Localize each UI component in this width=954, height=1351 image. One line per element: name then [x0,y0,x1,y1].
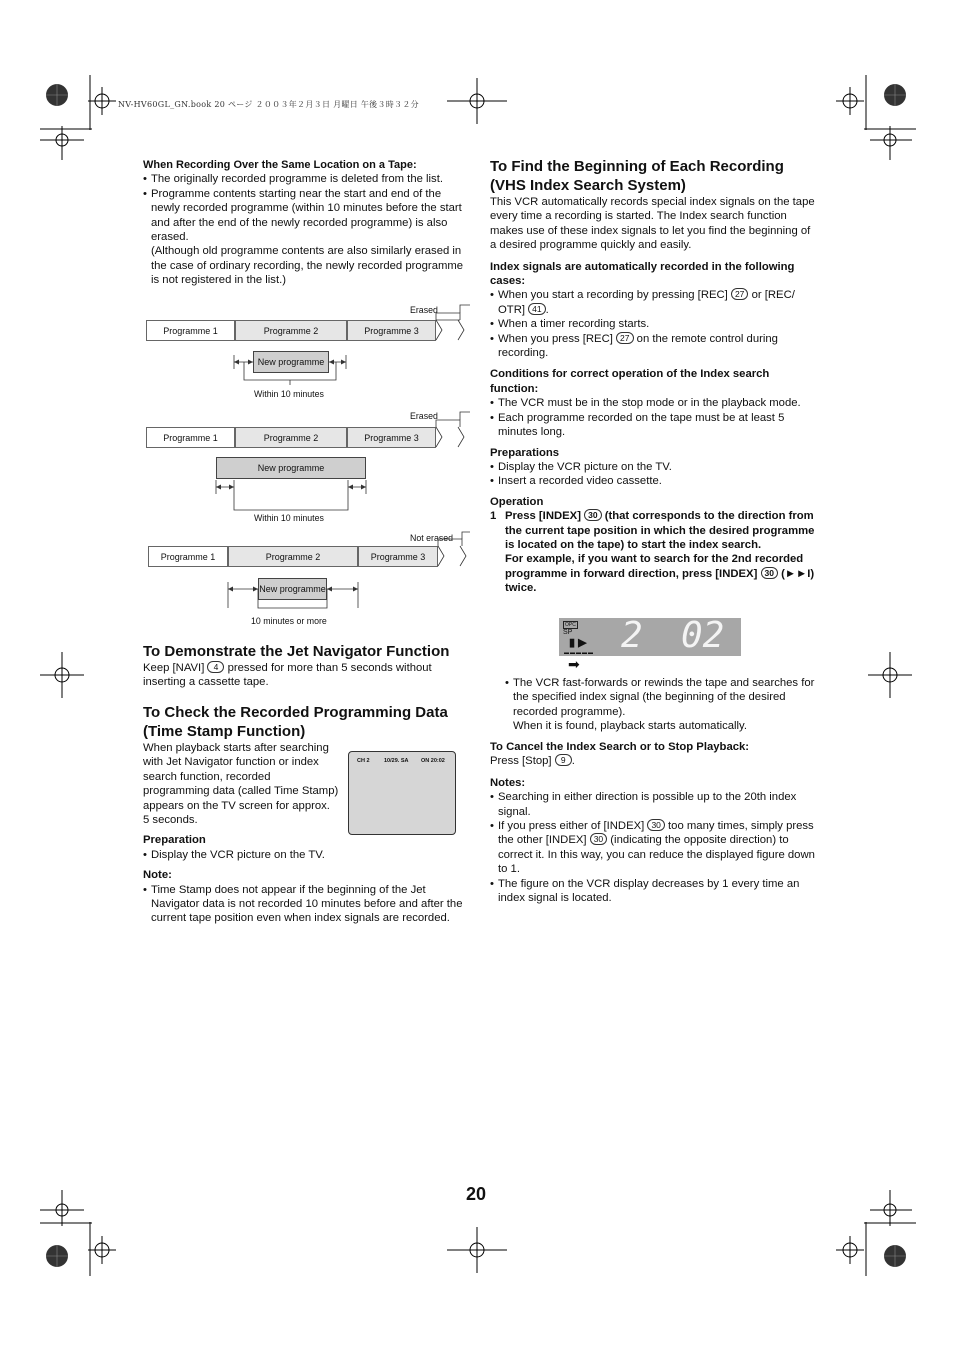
recording-over-bullet-2-note: (Although old programme contents are also similarly erased in the case of ordinary recording, the newly recorded programme is not registered in the list.) [151,245,464,287]
notes-bullet-2b: too many times, simply press the other [INDEX] [498,820,814,847]
diagram-1-below-label: Within 10 minutes [254,389,324,399]
time-stamp-body: When playback starts after searching with Jet Navigator function or index search function, recorded programming data (called Time Stamp) appears on the TV screen for approx. 5 seconds. [143,742,339,827]
diagram-3-programme-2: Programme 2 [228,546,358,567]
fast-forward-section [505,676,815,734]
vhs-index-title: To Find the Beginning of Each Recording (VHS Index Search System) [490,158,784,194]
ref-circle: 9 [555,754,572,766]
index-bullet-3a: When you press [REC] [498,332,613,345]
operation-text-a: Press [INDEX] [505,510,581,523]
diagram-2-programme-1: Programme 1 [146,427,235,448]
operation-text-c: For example, if you want to search for the 2nd recorded programme in forward direction, press [505,553,804,580]
notes-bullet-1: • Searching in either direction is possible up to the 20th index signal. [490,790,815,819]
fast-forward-bullet: • The VCR fast-forwards or rewinds the tape and searches for the specified index signal (the beginning of the desired recorded programme). [505,676,815,719]
page-number: 20 [466,1184,487,1204]
diagram-2-programme-2: Programme 2 [235,427,347,448]
cancel-title: To Cancel the Index Search or to Stop Playback: [490,741,750,753]
tv-on-time: ON 20:02 [421,758,445,764]
display-digit-1: 2 [621,615,643,656]
time-stamp-title: To Check the Recorded Programming Data (Time Stamp Function) [143,704,448,740]
diagram-1-status: Erased [410,305,438,315]
cancel-text: Press [Stop] [490,755,552,768]
preparations-bullet-2: • Insert a recorded video cassette. [490,474,815,488]
notes-bullet-2c: (indicating the opposite direction) to correct it. In this way, you can reduce the displayed figure down to 1. [498,834,815,876]
diagram-1-programme-2: Programme 2 [235,320,347,341]
preparations-title: Preparations [490,446,560,459]
recording-over-title: When Recording Over the Same Location on a Tape: [143,159,417,171]
display-sp: SP [563,629,573,636]
ref-circle: 30 [761,567,778,579]
diagram-3-below-label: 10 minutes or more [251,616,327,626]
vhs-index-body: This VCR automatically records special index signals on the tape every time a recording is started. The Index search function makes use of these index signals to let you find the beginning of a desired programme quickly and easily. [490,196,815,252]
recording-over-bullet-1: • The originally recorded programme is deleted from the list. [143,172,465,186]
index-bullet-3b: on the remote control during recording. [498,332,778,360]
notes-title: Notes: [490,776,526,789]
diagram-3-lines [140,528,470,618]
notes-bullet-3: • The figure on the VCR display decreases by 1 every time an index signal is located. [490,877,815,906]
diagram-3-programme-1: Programme 1 [148,546,228,567]
jet-navigator-section [143,642,468,690]
time-stamp-prep-bullet: • Display the VCR picture on the TV. [143,848,468,862]
tv-channel: CH 2 [357,758,370,764]
fast-forward-note: When it is found, playback starts automatically. [513,720,747,733]
play-icon: ▮ ▶ [569,637,587,649]
diagram-1-lines [140,300,470,390]
diagram-2-lines [140,405,470,515]
index-signals-title: Index signals are automatically recorded in the following cases: [490,260,795,288]
diagram-2-new-programme: New programme [216,457,366,479]
operation-title: Operation [490,495,544,508]
display-opc: OPC [565,622,576,628]
jet-navigator-title: To Demonstrate the Jet Navigator Function [143,643,450,660]
time-stamp-note-bullet: • Time Stamp does not appear if the beginning of the Jet Navigator data is not recorded 10 minutes before and after the current tape position even when index signals are recorded. [143,883,468,926]
arrow-right-icon: ➡ [568,656,580,672]
conditions-bullet-2: • Each programme recorded on the tape must be at least 5 minutes long. [490,411,815,440]
diagram-1-new-programme: New programme [253,351,329,373]
time-stamp-note-title: Note: [143,869,172,882]
ref-circle: 30 [590,833,607,845]
jet-navigator-text-a: Keep [NAVI] [143,662,205,674]
diagram-3-new-programme: New programme [258,578,327,600]
diagram-1-programme-3: Programme 3 [347,320,436,341]
ref-circle: 30 [647,819,664,831]
operation-text-c3: (►►I) twice. [505,567,815,595]
tape-bar-icon: ▬▬▬▬▬ [564,650,594,656]
conditions-title: Conditions for correct operation of the Index search function: [490,368,770,395]
preparations-bullet-1: • Display the VCR picture on the TV. [490,460,815,474]
vcr-display-illustration [559,615,741,656]
print-header: NV-HV60GL_GN.book 20 ページ ２００３年２月３日 月曜日 午後３時３２分 [118,100,419,109]
tv-date: 10/29. SA [384,758,409,764]
tv-screen-illustration [348,751,456,835]
diagram-2-below-label: Within 10 minutes [254,513,324,523]
recording-over-bullet-2: • Programme contents starting near the start and end of the newly recorded programme (within 10 minutes before the start and after the end of the newly recorded programme) is also erased. [143,187,465,245]
display-digit-2: 02 [681,615,725,656]
diagram-3-status: Not erased [410,533,454,543]
cancel-section: To Cancel the Index Search or to Stop Playback: Press [Stop] 9 . Notes: • Searching in either direction is possible up to the 20th index signal. • If you press either of [INDEX] 30 too many times, simply press the other [INDEX] 30 (indicating the opposite direction) to correct it. In this way, you can reduce the displayed figure down to 1. • The figure on the VCR display decreases by 1 every time an index signal is located. [490,740,815,905]
diagram-3-programme-3: Programme 3 [358,546,438,567]
operation-text-b: (that corresponds to the direction from the current tape position in which the desired programme is located on the tape) to start the index search. [505,510,815,551]
recording-over-section [143,158,465,288]
diagram-2-programme-3: Programme 3 [347,427,436,448]
ref-circle: 30 [584,509,601,521]
ref-circle: 4 [207,661,224,673]
operation-text-c2: [INDEX] [715,567,758,580]
jet-navigator-text-b: pressed for more than 5 seconds without inserting a cassette tape. [143,662,432,689]
index-bullet-1a: When you start a recording by pressing [REC] [498,289,728,302]
time-stamp-prep-title: Preparation [143,834,206,847]
index-bullet-1b: or [REC/ OTR] [498,289,795,316]
notes-bullet-2a: If you press either of [INDEX] [498,820,645,833]
conditions-bullet-1: • The VCR must be in the stop mode or in the playback mode. [490,396,815,410]
index-bullet-2: • When a timer recording starts. [490,317,815,331]
vhs-index-section: To Find the Beginning of Each Recording (VHS Index Search System) This VCR automatically records special index signals on the tape every time a recording is started. The Index search function makes use of these index signals to let you find the beginning of a desired programme quickly and easily. Index signals are automatically recorded in the following cases: • When you start a recording by pressing [REC] 27 or [REC/ OTR] 41 . • When a timer recording starts. • When you press [REC] 27 on the remote control during recording. Conditions for correct operation of the Index search function: • The VCR must be in the stop mode or in the playback mode. • Each programme recorded on the tape must be at least 5 minutes long. Preparations • Display the VCR picture on the TV. • Insert a recorded video cassette. Operation 1 Press [INDEX] 30 (that corresponds to the direction from the current tape position in which the desired programme is located on the tape) to start the index search. For example, if you want to search for the 2nd recorded programme in forward direction, press [INDEX] 30 (►►I) twice. [490,157,815,596]
ref-circle: 27 [731,288,748,300]
operation-step-number: 1 [490,510,497,523]
diagram-1-programme-1: Programme 1 [146,320,235,341]
diagram-2-status: Erased [410,411,438,421]
operation-step-1 [490,509,815,595]
ref-circle: 27 [616,332,633,344]
ref-circle: 41 [528,303,545,315]
